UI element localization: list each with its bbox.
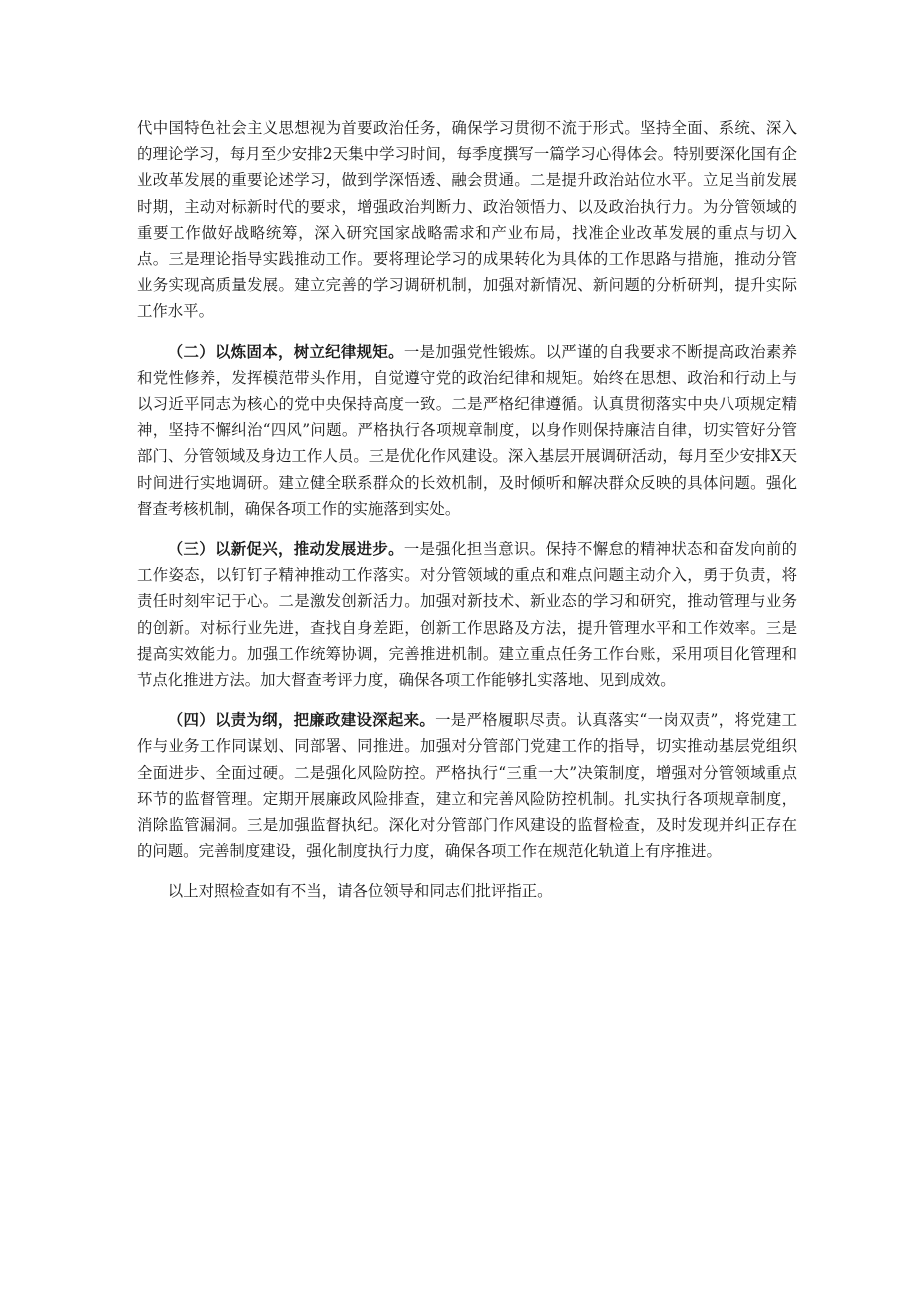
- section-two-body: 一是加强党性锻炼。以严谨的自我要求不断提高政治素养和党性修养，发挥模范带头作用，自觉遵守党的政治纪律和规矩。始终在思想、政治和行动上与以习近平同志为核心的党中央保持高度一致。二是严格纪律遵循。认真贯彻落实中央八项规定精神，坚持不懈纠治“四风”问题。严格执行各项规章制度，以身作则保持廉洁自律，切实管好分管部门、分管领域及身边工作人员。三是优化作风建设。深入基层开展调研活动，每月至少安排X天时间进行实地调研。建立健全联系群众的长效机制，及时倾听和解决群众反映的具体问题。强化督查考核机制，确保各项工作的实施落到实处。: [137, 342, 797, 518]
- document-body: [137, 115, 797, 919]
- paragraph-body: 代中国特色社会主义思想视为首要政治任务，确保学习贯彻不流于形式。坚持全面、系统、深入的理论学习，每月至少安排2天集中学习时间，每季度撰写一篇学习心得体会。特别要深化国有企业改革发展的重要论述学习，做到学深悟透、融会贯通。二是提升政治站位水平。立足当前发展时期，主动对标新时代的要求，增强政治判断力、政治领悟力、以及政治执行力。为分管领域的重要工作做好战略统筹，深入研究国家战略需求和产业布局，找准企业改革发展的重点与切入点。三是理论指导实践推动工作。要将理论学习的成果转化为具体的工作思路与措施，推动分管业务实现高质量发展。建立完善的学习调研机制，加强对新情况、新问题的分析研判，提升实际工作水平。: [137, 119, 797, 321]
- section-four-paragraph: [137, 707, 797, 864]
- section-three-heading: （三）以新促兴，推动发展进步。: [167, 540, 404, 559]
- paragraph-continuation: [137, 115, 797, 325]
- section-four-heading: （四）以责为纲，把廉政建设深起来。: [167, 711, 436, 730]
- section-two-heading: （二）以炼固本，树立纪律规矩。: [167, 342, 404, 361]
- section-two-paragraph: [137, 339, 797, 522]
- section-four-body: 一是严格履职尽责。认真落实“一岗双责”，将党建工作与业务工作同谋划、同部署、同推进。加强对分管部门党建工作的指导，切实推动基层党组织全面进步、全面过硬。二是强化风险防控。严格执行“三重一大”决策制度，增强对分管领域重点环节的监督管理。定期开展廉政风险排查，建立和完善风险防控机制。扎实执行各项规章制度，消除监管漏洞。三是加强监督执纪。深化对分管部门作风建设的监督检查，及时发现并纠正存在的问题。完善制度建设，强化制度执行力度，确保各项工作在规范化轨道上有序推进。: [137, 711, 797, 861]
- section-three-paragraph: [137, 536, 797, 693]
- section-three-body: 一是强化担当意识。保持不懈怠的精神状态和奋发向前的工作姿态，以钉钉子精神推动工作落实。对分管领域的重点和难点问题主动介入，勇于负责，将责任时刻牢记于心。二是激发创新活力。加强对新技术、新业态的学习和研究，推动管理与业务的创新。对标行业先进，查找自身差距，创新工作思路及方法，提升管理水平和工作效率。三是提高实效能力。加强工作统筹协调，完善推进机制。建立重点任务工作台账，采用项目化管理和节点化推进方法。加大督查考评力度，确保各项工作能够扎实落地、见到成效。: [137, 540, 797, 690]
- closing-body: 以上对照检查如有不当，请各位领导和同志们批评指正。: [167, 882, 553, 901]
- closing-paragraph: [137, 878, 797, 904]
